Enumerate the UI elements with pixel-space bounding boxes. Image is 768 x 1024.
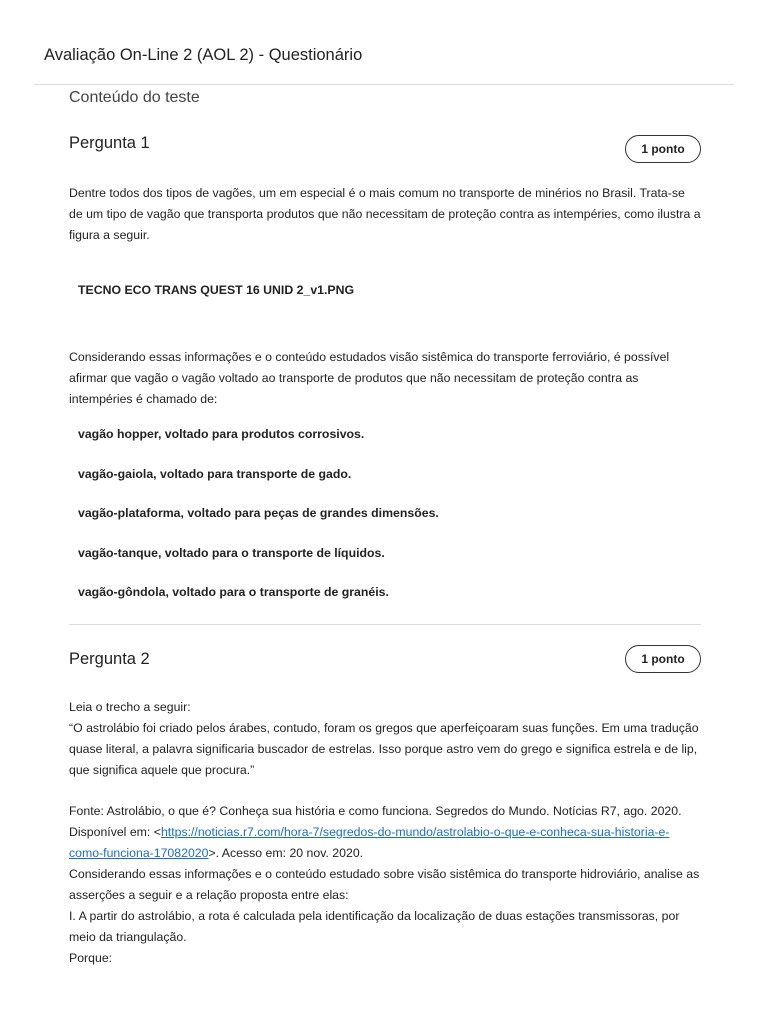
answer-option[interactable]: vagão-gôndola, voltado para o transporte de granéis.	[78, 585, 389, 599]
question-2-points-badge[interactable]: 1 ponto	[625, 645, 701, 673]
source-text-suffix: >. Acesso em: 20 nov. 2020.	[208, 845, 364, 860]
question-2-header	[69, 645, 701, 691]
question-1-points-badge[interactable]: 1 ponto	[625, 135, 701, 163]
page-title: Avaliação On-Line 2 (AOL 2) - Questionário	[44, 46, 363, 64]
question-1-title: Pergunta 1	[69, 134, 150, 152]
page-header	[34, 0, 734, 85]
answer-option[interactable]: vagão-plataforma, voltado para peças de grandes dimensões.	[78, 506, 439, 520]
source-link[interactable]: https://noticias.r7.com/hora-7/segredos-do-mundo/astrolabio-o-que-e-conheca-sua-historia-e-como-funciona-17082020	[69, 824, 670, 860]
answer-option[interactable]: vagão-tanque, voltado para o transporte de líquidos.	[78, 545, 385, 560]
question-1-image-filename: TECNO ECO TRANS QUEST 16 UNID 2_v1.PNG	[78, 283, 355, 297]
question-2-quote: “O astrolábio foi criado pelos árabes, contudo, foram os gregos que aperfeiçoaram suas funções. Em uma tradução quase literal, a palavra significaria buscador de estrelas. Isso porque astro vem do grego e significa estrela e de lip, que significa aquele que procura.”	[69, 720, 699, 777]
answer-option[interactable]: vagão hopper, voltado para produtos corrosivos.	[78, 427, 365, 441]
question-1-header	[69, 127, 701, 173]
question-2-assertion-1: I. A partir do astrolábio, a rota é calculada pela identificação da localização de duas estações transmissoras, por meio da triangulação.	[69, 908, 680, 944]
question-2-lead: Leia o trecho a seguir:	[69, 699, 191, 714]
section-label: Conteúdo do teste	[69, 89, 200, 106]
question-2	[69, 645, 701, 969]
test-content	[69, 87, 701, 969]
answer-option[interactable]: vagão-gaiola, voltado para transporte de gado.	[78, 466, 352, 481]
question-1-prompt: Considerando essas informações e o conteúdo estudados visão sistêmica do transporte ferroviário, é possível afirmar que vagão o vagão voltado ao transporte de produtos que não necessitam de proteção contra as intempéries é chamado de:	[69, 350, 670, 406]
question-1	[69, 127, 701, 622]
question-2-connector: Porque:	[69, 950, 113, 965]
question-1-options	[69, 424, 701, 622]
question-1-intro: Dentre todos dos tipos de vagões, um em especial é o mais comum no transporte de minérios no Brasil. Trata-se de um tipo de vagão que transporta produtos que não necessitam de proteção contra as intempéries, como ilustra a figura a seguir.	[69, 186, 701, 242]
question-divider	[69, 624, 701, 625]
source-text-prefix: Fonte: Astrolábio, o que é? Conheça sua história e como funciona. Segredos do Mundo. Notícias R7, ago. 2020. Disponível em: <	[69, 803, 682, 839]
question-2-prompt: Considerando essas informações e o conteúdo estudado sobre visão sistêmica do transporte hidroviário, analise as asserções a seguir e a relação proposta entre elas:	[69, 866, 700, 902]
question-2-source	[69, 801, 701, 864]
question-2-title: Pergunta 2	[69, 649, 150, 668]
